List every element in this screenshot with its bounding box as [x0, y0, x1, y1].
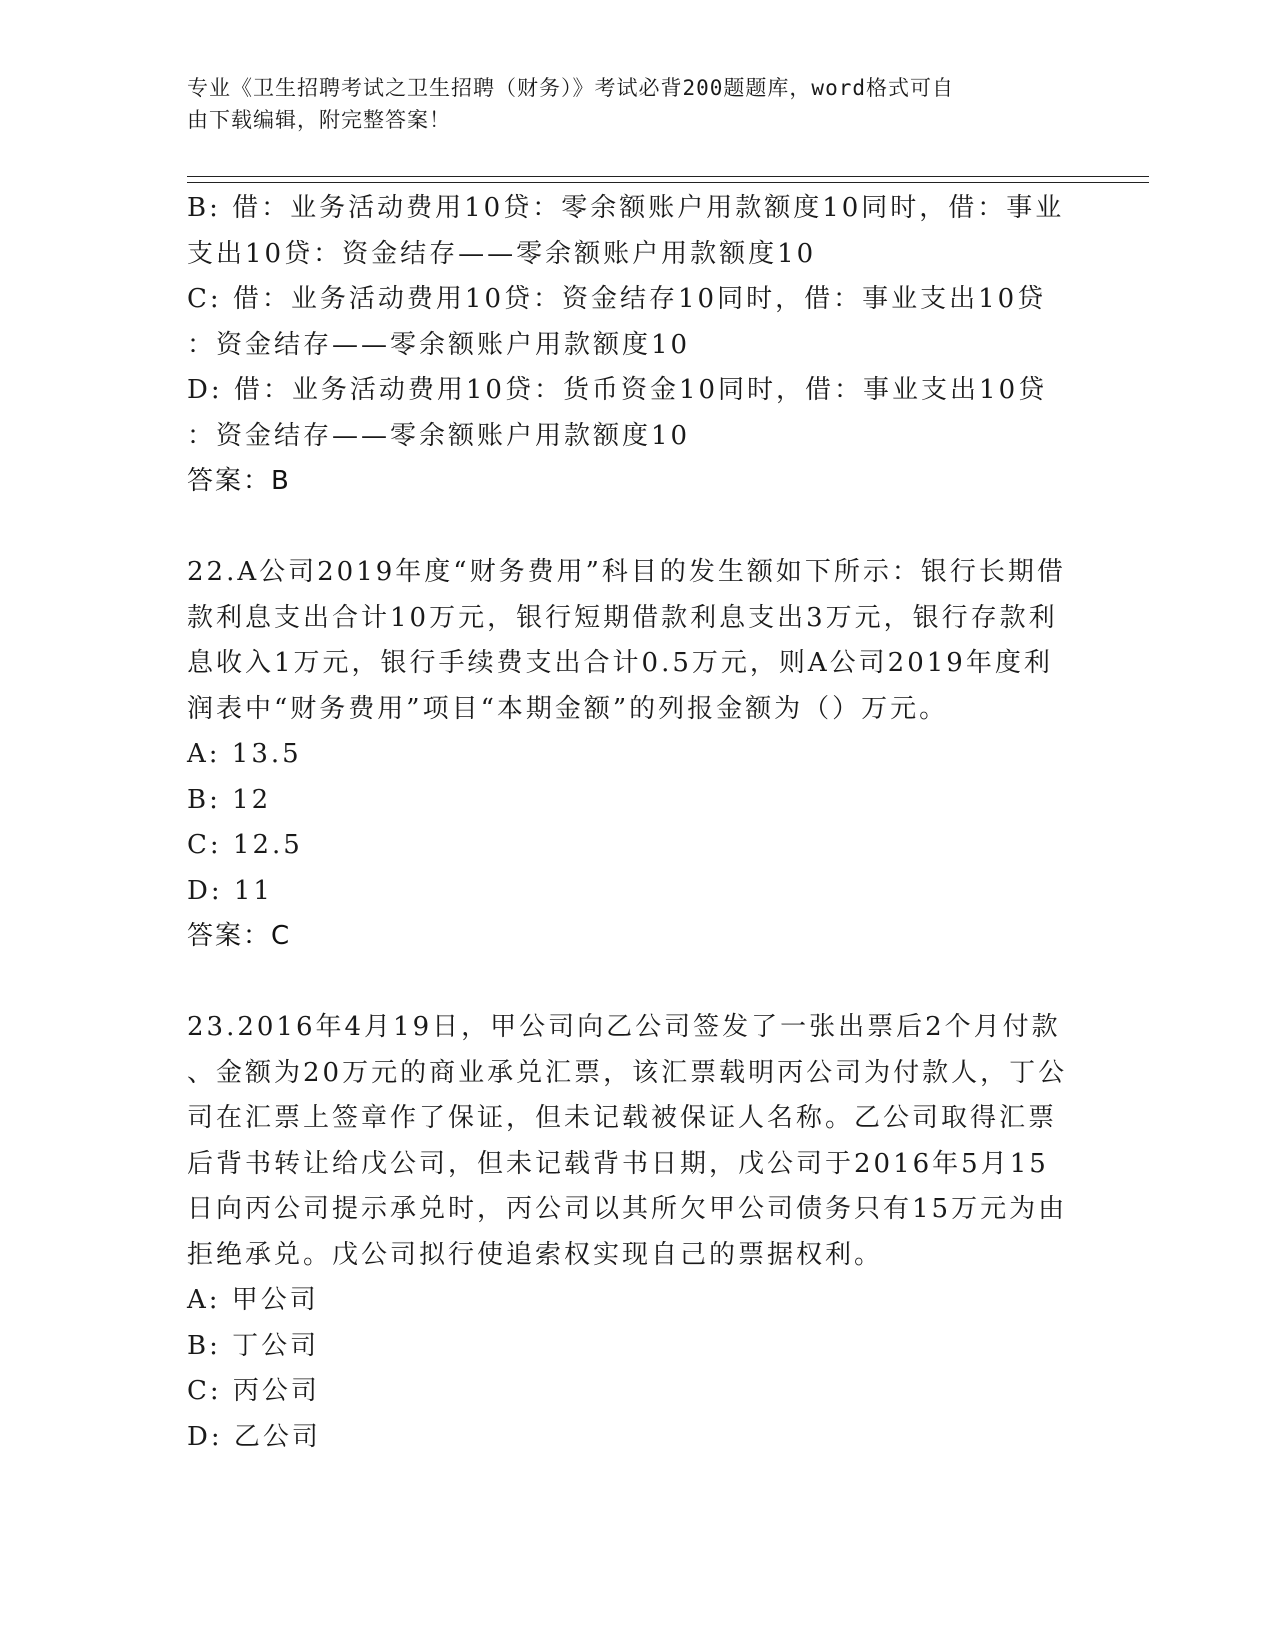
question-22	[187, 550, 1087, 960]
q21-option-b-line-2: 支出10贷：资金结存——零余额账户用款额度10	[187, 238, 817, 269]
question-23	[187, 1005, 1087, 1460]
header-divider	[187, 176, 1149, 183]
spacer	[187, 960, 1087, 1006]
q21-option-d-line-2: ：资金结存——零余额账户用款额度10	[187, 420, 691, 451]
q22-stem-line: 款利息支出合计10万元，银行短期借款利息支出3万元，银行存款利	[187, 602, 1058, 633]
q22-option-b: B: 12	[187, 784, 272, 815]
q21-option-b-line-1: B: 借：业务活动费用10贷：零余额账户用款额度10同时，借：事业	[187, 193, 1065, 223]
q22-option-c: C: 12.5	[187, 830, 303, 860]
q21-option-d-line-1: D: 借：业务活动费用10贷：货币资金10同时，借：事业支出10贷	[187, 375, 1048, 405]
q21-answer: 答案：B	[187, 466, 291, 496]
q22-stem-line: 22.A公司2019年度“财务费用”科目的发生额如下所示：银行长期借	[187, 557, 1066, 587]
q22-option-a: A: 13.5	[187, 739, 302, 769]
header-title-line-2: 由下载编辑，附完整答案！	[187, 108, 451, 132]
header-title-line-1: 专业《卫生招聘考试之卫生招聘（财务）》考试必背200题题库，word格式可自	[187, 76, 954, 100]
q23-stem-line: 司在汇票上签章作了保证，但未记载被保证人名称。乙公司取得汇票	[187, 1103, 1058, 1133]
q23-stem-line: 拒绝承兑。戊公司拟行使追索权实现自己的票据权利。	[187, 1239, 884, 1270]
q22-option-d: D: 11	[187, 875, 273, 906]
q23-stem-line: 、金额为20万元的商业承兑汇票，该汇票载明丙公司为付款人，丁公	[187, 1057, 1068, 1088]
q21-option-c-line-1: C: 借：业务活动费用10贷：资金结存10同时，借：事业支出10贷	[187, 284, 1047, 314]
question-21	[187, 186, 1087, 505]
q21-option-c-line-2: ：资金结存——零余额账户用款额度10	[187, 329, 691, 360]
q23-option-c: C: 丙公司	[187, 1376, 320, 1406]
q23-option-a: A: 甲公司	[187, 1285, 319, 1315]
q23-stem-line: 23.2016年4月19日，甲公司向乙公司签发了一张出票后2个月付款	[187, 1012, 1061, 1042]
q22-answer: 答案：C	[187, 921, 292, 951]
spacer	[187, 505, 1087, 551]
q22-stem-line: 润表中“财务费用”项目“本期金额”的列报金额为（）万元。	[187, 693, 949, 724]
q23-stem-line: 后背书转让给戊公司，但未记载背书日期，戊公司于2016年5月15	[187, 1148, 1049, 1179]
q23-option-d: D: 乙公司	[187, 1421, 321, 1452]
question-content	[187, 186, 1087, 1460]
q22-stem-line: 息收入1万元，银行手续费支出合计0.5万元，则A公司2019年度利	[187, 648, 1053, 678]
document-header	[187, 72, 1067, 136]
q23-stem-line: 日向丙公司提示承兑时，丙公司以其所欠甲公司债务只有15万元为由	[187, 1194, 1068, 1224]
q23-option-b: B: 丁公司	[187, 1330, 320, 1361]
